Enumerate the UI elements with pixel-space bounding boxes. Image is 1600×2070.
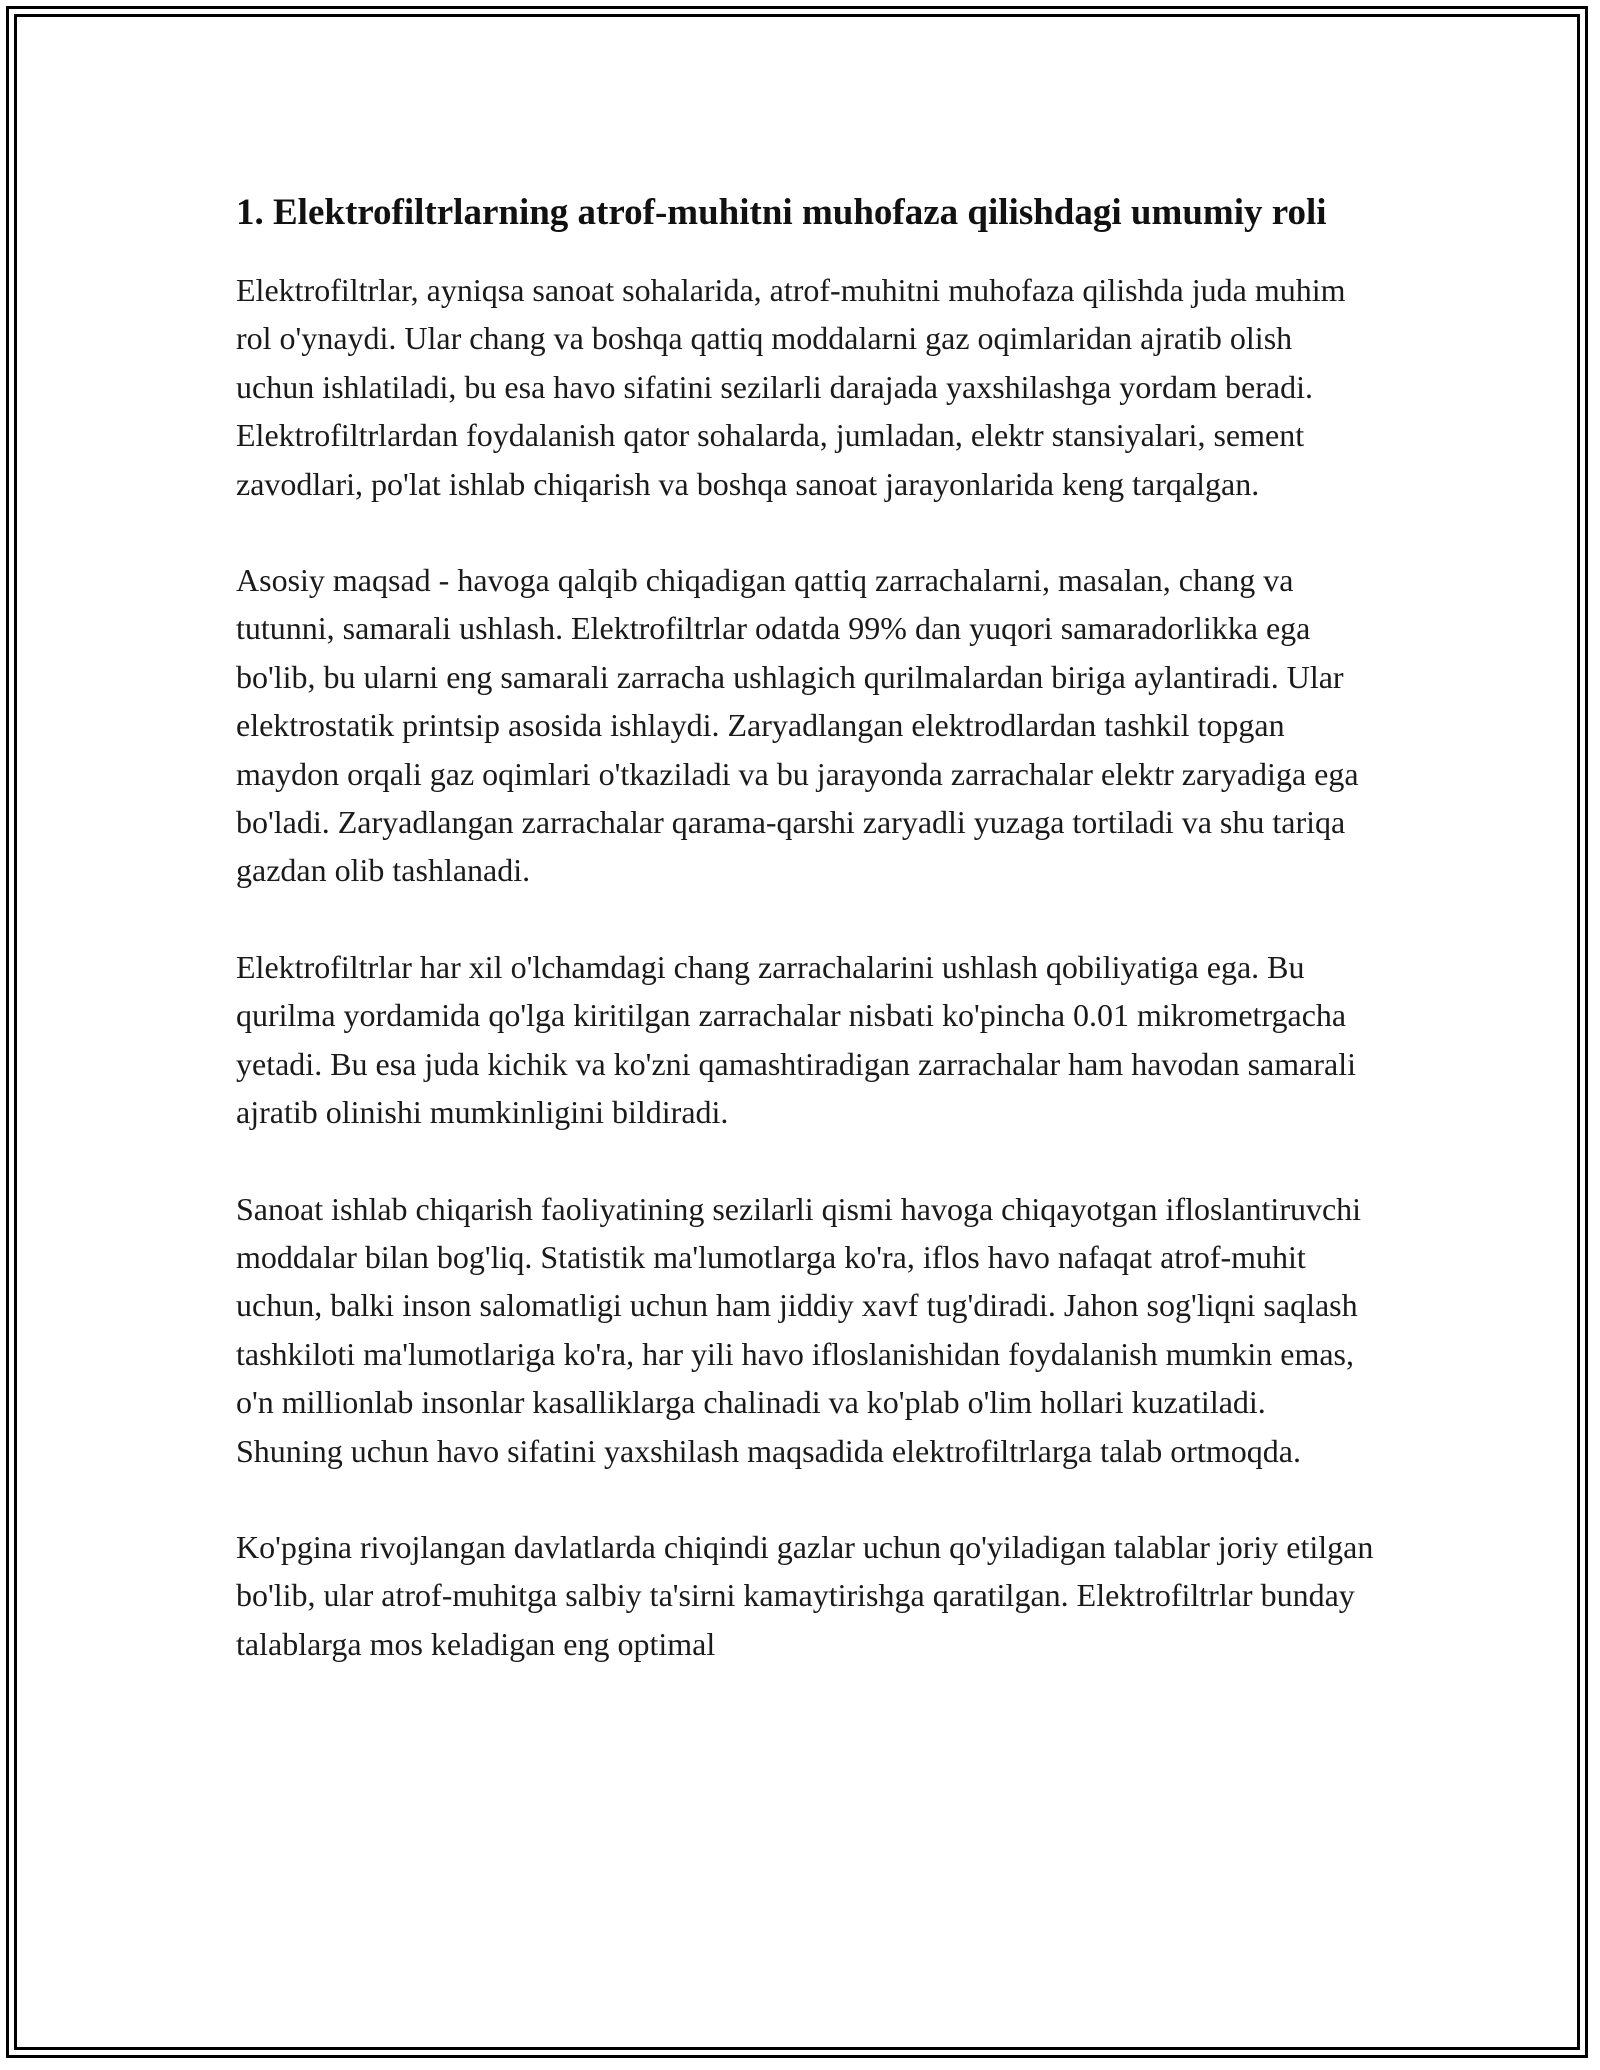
document-body [236, 185, 1376, 1668]
paragraph-4: Sanoat ishlab chiqarish faoliyatining sezilarli qismi havoga chiqayotgan ifloslantiruvchi moddalar bilan bog'liq. Statistik ma'lumotlarga ko'ra, iflos havo nafaqat atrof-muhit uchun, balki inson salomatligi uchun ham jiddiy xavf tug'diradi. Jahon sog'liqni saqlash tashkiloti ma'lumotlariga ko'ra, har yili havo ifloslanishidan foydalanish mumkin emas, o'n millionlab insonlar kasalliklarga chalinadi va ko'plab o'lim hollari kuzatiladi. Shuning uchun havo sifatini yaxshilash maqsadida elektrofiltrlarga talab ortmoqda. [236, 1190, 1362, 1469]
paragraph-1: Elektrofiltrlar, ayniqsa sanoat sohalarida, atrof-muhitni muhofaza qilishda juda muhim rol o'ynaydi. Ular chang va boshqa qattiq moddalarni gaz oqimlaridan ajratib olish uchun ishlatiladi, bu esa havo sifatini sezilarli darajada yaxshilashga yordam beradi. Elektrofiltrlardan foydalanish qator sohalarda, jumladan, elektr stansiyalari, sement zavodlari, po'lat ishlab chiqarish va boshqa sanoat jarayonlarida keng tarqalgan. [236, 272, 1346, 502]
section-heading: 1. Elektrofiltrlarning atrof-muhitni muhofaza qilishdagi umumiy roli [236, 192, 1327, 233]
paragraph-5: Ko'pgina rivojlangan davlatlarda chiqindi gazlar uchun qo'yiladigan talablar joriy etilgan bo'lib, ular atrof-muhitga salbiy ta'sirni kamaytirishga qaratilgan. Elektrofiltrlar bunday talablarga mos keladigan eng optimal [236, 1528, 1374, 1662]
paragraph-2: Asosiy maqsad - havoga qalqib chiqadigan qattiq zarrachalarni, masalan, chang va tutunni, samarali ushlash. Elektrofiltrlar odatda 99% dan yuqori samaradorlikka ega bo'lib, bu ularni eng samarali zarracha ushlagich qurilmalardan biriga aylantiradi. Ular elektrostatik printsip asosida ishlaydi. Zaryadlangan elektrodlardan tashkil topgan maydon orqali gaz oqimlari o'tkaziladi va bu jarayonda zarrachalar elektr zaryadiga ega bo'ladi. Zaryadlangan zarrachalar qarama-qarshi zaryadli yuzaga tortiladi va shu tariqa gazdan olib tashlanadi. [236, 562, 1359, 889]
paragraph-3: Elektrofiltrlar har xil o'lchamdagi chang zarrachalarini ushlash qobiliyatiga ega. Bu qurilma yordamida qo'lga kiritilgan zarrachalar nisbati ko'pincha 0.01 mikrometrgacha yetadi. Bu esa juda kichik va ko'zni qamashtiradigan zarrachalar ham havodan samarali ajratib olinishi mumkinligini bildiradi. [236, 948, 1356, 1131]
